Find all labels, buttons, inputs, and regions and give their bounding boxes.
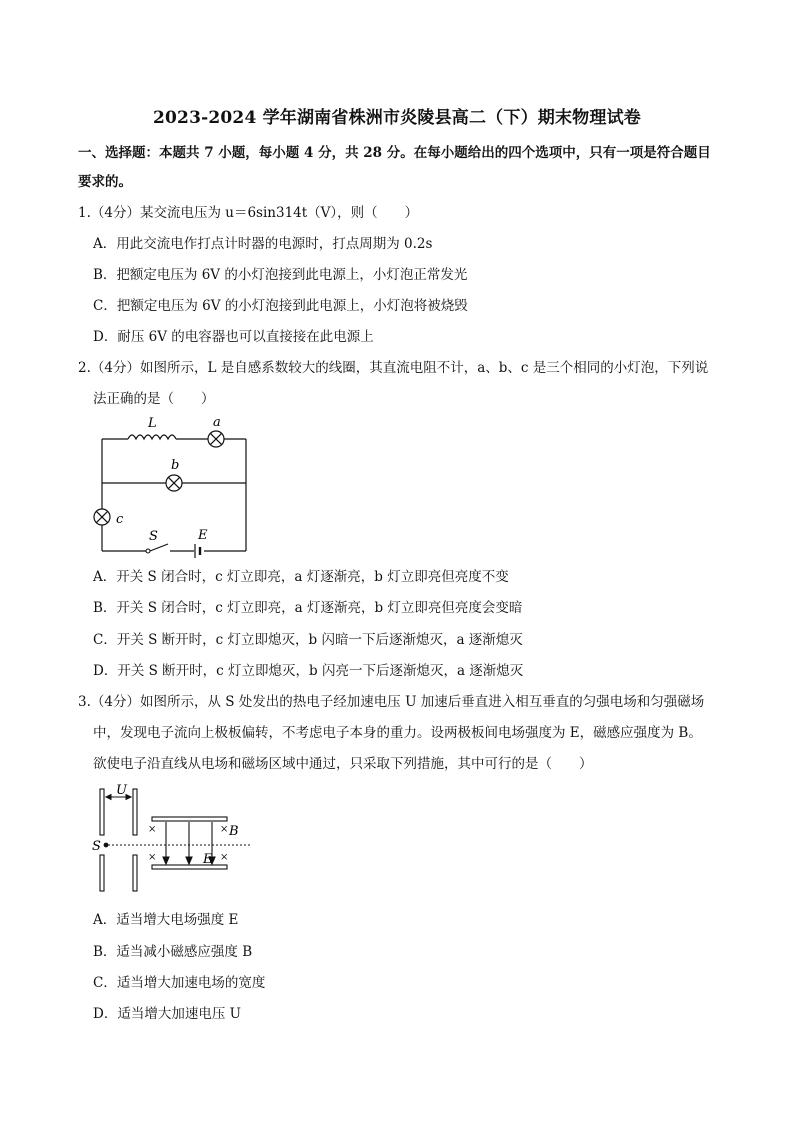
battery-icon (195, 544, 200, 558)
section-heading-line1: 一、选择题：本题共 7 小题，每小题 4 分，共 28 分。在每小题给出的四个选项中，只有一项是符合题目 (78, 145, 711, 161)
lamp-c-icon (94, 509, 110, 525)
label-B: B (229, 824, 239, 839)
label-a: a (213, 415, 221, 430)
q2-option-c: C．开关 S 断开时，c 灯立即熄灭，b 闪暗一下后逐渐熄灭，a 逐渐熄灭 (93, 632, 523, 648)
q3-stem-line3: 欲使电子沿直线从电场和磁场区域中通过，只采取下列措施，其中可行的是（ ） (93, 756, 593, 772)
q3-field-figure (88, 783, 258, 893)
svg-text:×: × (220, 824, 229, 835)
svg-text:×: × (220, 852, 229, 863)
q1-option-c: C．把额定电压为 6V 的小灯泡接到此电源上，小灯泡将被烧毁 (93, 298, 468, 314)
label-U: U (116, 783, 127, 798)
page-title: 2023-2024 学年湖南省株洲市炎陵县高二（下）期末物理试卷 (152, 108, 641, 128)
label-S: S (149, 529, 158, 544)
lamp-a-icon (208, 431, 224, 447)
q2-option-a: A．开关 S 闭合时，c 灯立即亮，a 灯逐渐亮，b 灯立即亮但亮度不变 (93, 569, 509, 585)
svg-text:×: × (148, 824, 157, 835)
q3-stem-line2: 中，发现电子流向上极板偏转，不考虑电子本身的重力。设两极板间电场强度为 E，磁感应强度为 B。 (93, 725, 702, 741)
section-heading-line2: 要求的。 (78, 174, 132, 190)
label-E: E (198, 528, 208, 543)
q3-option-b: B．适当减小磁感应强度 B (93, 944, 253, 960)
label-L: L (148, 416, 157, 431)
q1-option-a: A．用此交流电作打点计时器的电源时，打点周期为 0.2s (93, 236, 433, 252)
q2-stem-line2: 法正确的是（ ） (93, 391, 215, 407)
label-E: E (203, 852, 213, 867)
q2-stem-line1: 2.（4分）如图所示，L 是自感系数较大的线圈，其直流电阻不计，a、b、c 是三个相同的小灯泡，下列说 (78, 360, 709, 376)
q2-option-d: D．开关 S 断开时，c 灯立即熄灭，b 闪亮一下后逐渐熄灭，a 逐渐熄灭 (93, 663, 524, 679)
q2-circuit-figure (88, 413, 258, 563)
q3-option-c: C．适当增大加速电场的宽度 (93, 975, 266, 991)
q3-option-a: A．适当增大电场强度 E (93, 912, 239, 928)
switch-contact-icon (146, 549, 150, 553)
q3-stem-line1: 3.（4分）如图所示，从 S 处发出的热电子经加速电压 U 加速后垂直进入相互垂直的匀强电场和匀强磁场 (78, 694, 705, 710)
q1-option-d: D．耐压 6V 的电容器也可以直接接在此电源上 (93, 329, 374, 345)
label-S: S (92, 839, 101, 854)
label-b: b (171, 458, 180, 473)
source-dot-icon (104, 843, 109, 848)
label-c: c (116, 512, 124, 527)
q1-option-b: B．把额定电压为 6V 的小灯泡接到此电源上，小灯泡正常发光 (93, 267, 468, 283)
q2-option-b: B．开关 S 闭合时，c 灯立即亮，a 灯逐渐亮，b 灯立即亮但亮度会变暗 (93, 600, 523, 616)
q3-option-d: D．适当增大加速电压 U (93, 1006, 241, 1022)
lamp-b-icon (166, 475, 182, 491)
q1-stem: 1.（4分）某交流电压为 u＝6sin314t（V），则（ ） (78, 205, 419, 221)
svg-text:×: × (148, 852, 157, 863)
